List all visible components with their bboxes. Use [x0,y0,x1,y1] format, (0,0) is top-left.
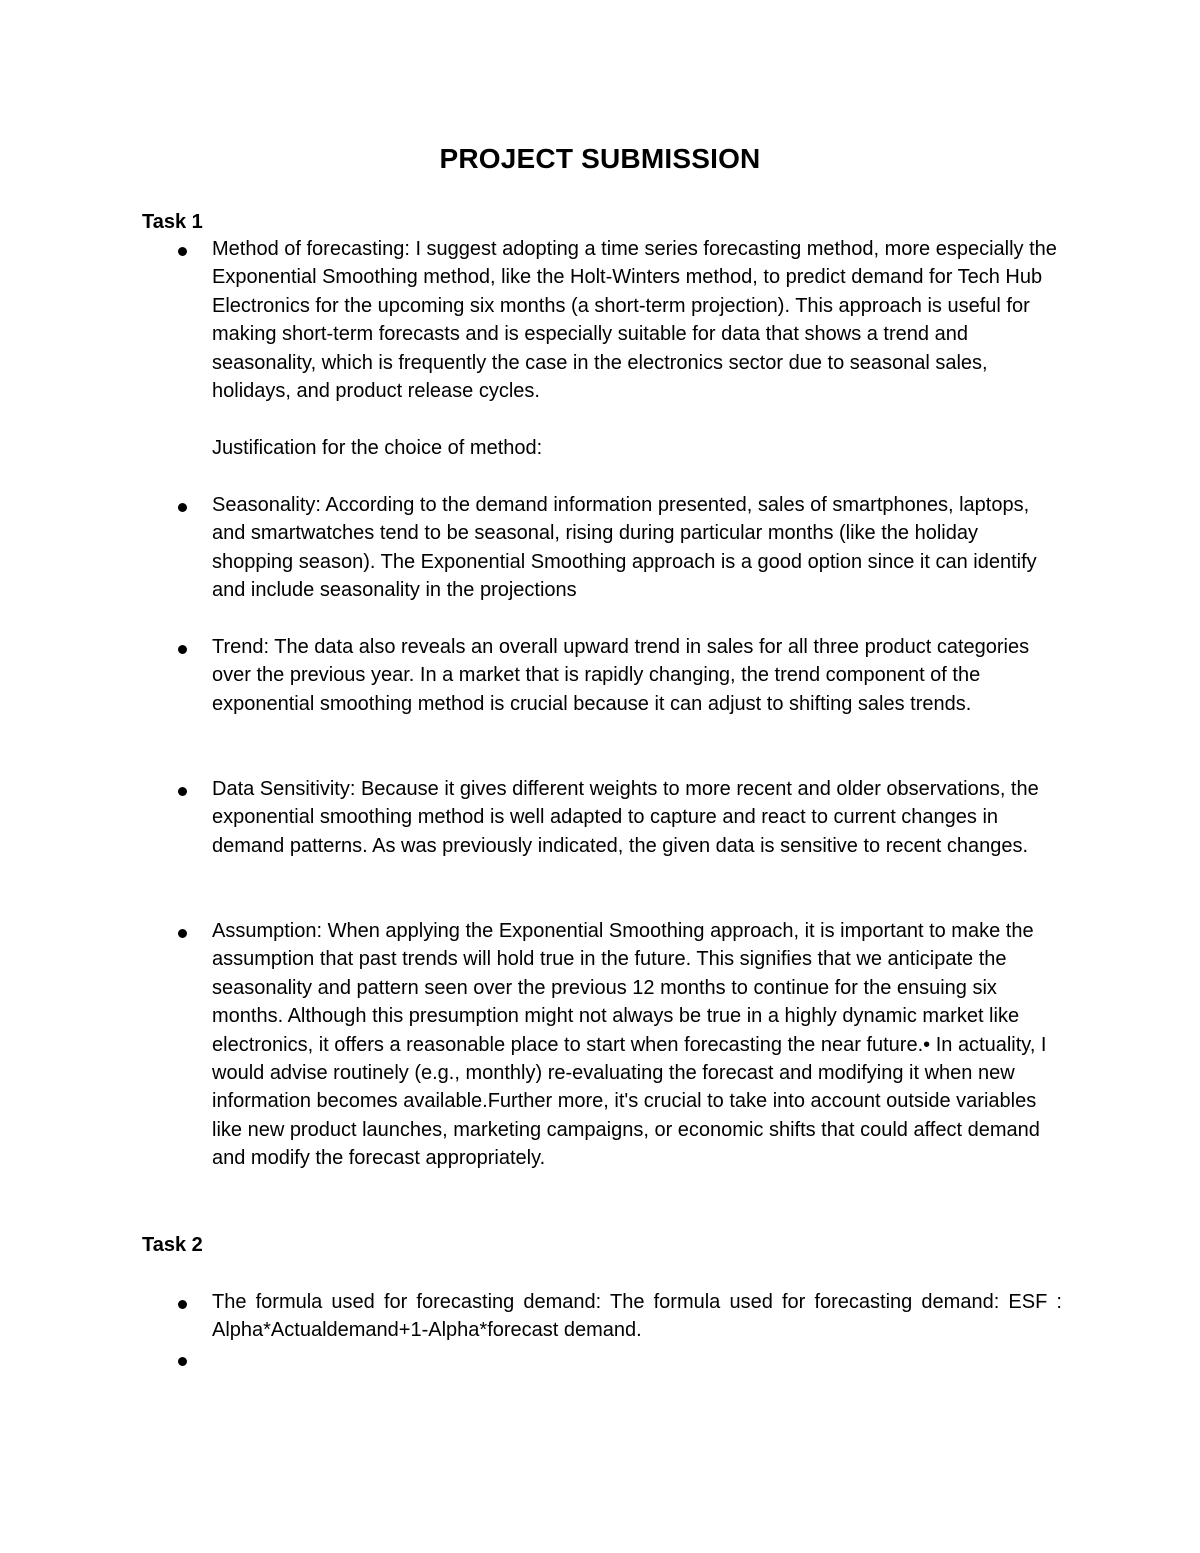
bullet-empty [178,1357,187,1366]
task2-heading: Task 2 [142,1234,203,1256]
bullet-assumption [178,929,187,938]
justification-heading: Justification for the choice of method: [212,437,543,459]
seasonality-paragraph: Seasonality: According to the demand information presented, sales of smartphones, laptops, and smartwatches tend to be seasonal, rising during particular months (like the holiday shopping season). The Exponential Smoothing approach is a good option since it can identify and include seasonality in the projections [212,494,1037,602]
trend-paragraph: Trend: The data also reveals an overall upward trend in sales for all three product categories over the previous year. In a market that is rapidly changing, the trend component of the exponential smoothing method is crucial because it can adjust to shifting sales trends. [212,636,1030,715]
formula-paragraph: The formula used for forecasting demand: The formula used for forecasting demand: ESF : Alpha*Actualdemand+1-Alpha*forecast demand. [212,1291,1062,1342]
bullet-seasonality [178,503,187,512]
bullet-method [178,247,187,256]
bullet-data-sensitivity [178,787,187,796]
task1-heading: Task 1 [142,211,203,233]
data-sensitivity-paragraph: Data Sensitivity: Because it gives different weights to more recent and older observations, the exponential smoothing method is well adapted to capture and react to current changes in demand patterns. As was previously indicated, the given data is sensitive to recent changes. [212,778,1039,857]
bullet-trend [178,645,187,654]
method-paragraph: Method of forecasting: I suggest adopting a time series forecasting method, more especially the Exponential Smoothing method, like the Holt-Winters method, to predict demand for Tech Hub Electronics for the upcoming six months (a short-term projection). This approach is useful for making short-term forecasts and is especially suitable for data that shows a trend and seasonality, which is frequently the case in the electronics sector due to seasonal sales, holidays, and product release cycles. [212,238,1057,403]
bullet-formula [178,1300,187,1309]
page-title: PROJECT SUBMISSION [439,143,761,174]
assumption-paragraph: Assumption: When applying the Exponential Smoothing approach, it is important to make the assumption that past trends will hold true in the future. This signifies that we anticipate the seasonality and pattern seen over the previous 12 months to continue for the ensuing six months. Although this presumption might not always be true in a highly dynamic market like electronics, it offers a reasonable place to start when forecasting the near future.• In actuality, I would advise routinely (e.g., monthly) re-evaluating the forecast and modifying it when new information becomes available.Further more, it's crucial to take into account outside variables like new product launches, marketing campaigns, or economic shifts that could affect demand and modify the forecast appropriately. [212,920,1047,1170]
